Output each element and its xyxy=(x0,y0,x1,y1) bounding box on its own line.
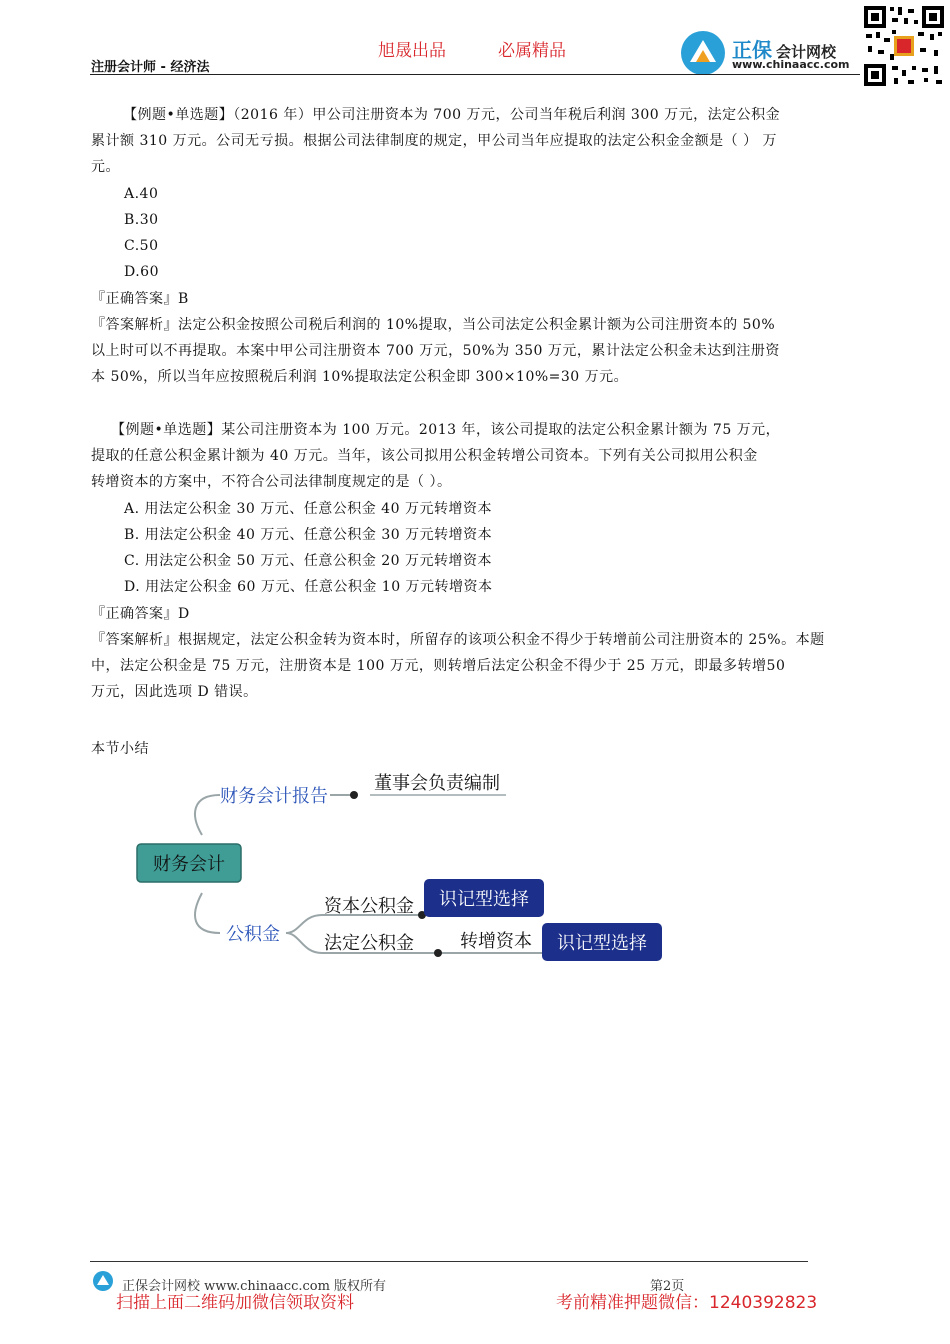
q2-option-d: D. 用法定公积金 60 万元、任意公积金 10 万元转增资本 xyxy=(124,579,493,595)
q1-answer: 『正确答案』B xyxy=(91,291,189,307)
footer-divider xyxy=(90,1261,808,1262)
branch-reserve-label: 公积金 xyxy=(226,924,280,945)
q2-stem-line3: 转增资本的方案中，不符合公司法律制度规定的是（ ）。 xyxy=(91,474,452,490)
header-divider xyxy=(90,74,860,75)
header-slogan-right: 必属精品 xyxy=(498,41,566,61)
header-slogan-left: 旭晟出品 xyxy=(378,41,446,61)
q1-analysis-line1: 『答案解析』法定公积金按照公司税后利润的 10%提取，当公司法定公积金累计额为公司注册资本的 50% xyxy=(91,317,776,333)
node-dot-report xyxy=(350,791,358,799)
qr-code-icon xyxy=(862,4,946,88)
footer-promo-left: 扫描上面二维码加微信领取资料 xyxy=(116,1293,354,1313)
q2-analysis-line1: 『答案解析』根据规定，法定公积金转为资本时，所留存的该项公积金不得少于转增前公司注册资本的 25%。本题 xyxy=(91,632,825,648)
summary-title: 本节小结 xyxy=(91,741,149,757)
q2-analysis-line2: 中，法定公积金是 75 万元，注册资本是 100 万元，则转增后法定公积金不得少于 25 万元，即最多转增50 xyxy=(91,658,786,674)
connector-capital xyxy=(286,915,422,933)
footer-page-number: 第2页 xyxy=(650,1279,685,1294)
q1-stem-line3: 元。 xyxy=(91,159,120,175)
q1-analysis-line3: 本 50%，所以当年应按照税后利润 10%提取法定公积金即 300×10%=30 万元。 xyxy=(91,369,629,385)
logo-url: www.chinaacc.com xyxy=(732,58,850,71)
q1-option-b: B.30 xyxy=(124,212,159,228)
q2-stem-line2: 提取的任意公积金累计额为 40 万元。当年，该公司拟用公积金转增公司资本。下列有关公司拟用公积金 xyxy=(91,448,758,464)
q2-analysis-line3: 万元，因此选项 D 错误。 xyxy=(91,684,258,700)
conversion-tag-label: 识记型选择 xyxy=(557,933,647,954)
summary-mindmap xyxy=(130,765,670,965)
q2-answer: 『正确答案』D xyxy=(91,606,190,622)
branch-report-label: 财务会计报告 xyxy=(220,786,328,807)
q2-stem-line1: 【例题•单选题】某公司注册资本为 100 万元。2013 年，该公司提取的法定公积金累计额为 75 万元， xyxy=(111,422,781,438)
q1-option-a: A.40 xyxy=(124,186,159,202)
q2-option-b: B. 用法定公积金 40 万元、任意公积金 30 万元转增资本 xyxy=(124,527,493,543)
q1-option-d: D.60 xyxy=(124,264,159,280)
statutory-reserve-label: 法定公积金 xyxy=(324,933,414,954)
q1-stem-line1: 【例题•单选题】（2016 年）甲公司注册资本为 700 万元，公司当年税后利润 300 万元，法定公积金 xyxy=(123,107,781,123)
chinaacc-logo-icon xyxy=(680,30,726,76)
q1-stem-line2: 累计额 310 万元。公司无亏损。根据公司法律制度的规定，甲公司当年应提取的法定公积金金额是（ ） 万 xyxy=(91,133,778,149)
q1-option-c: C.50 xyxy=(124,238,159,254)
conversion-label: 转增资本 xyxy=(460,931,532,952)
capital-reserve-tag-label: 识记型选择 xyxy=(439,889,529,910)
header-subject: 注册会计师 - 经济法 xyxy=(91,60,210,75)
q1-analysis-line2: 以上时可以不再提取。本案中甲公司注册资本 700 万元，50%为 350 万元，累计法定公积金未达到注册资 xyxy=(91,343,780,359)
root-label: 财务会计 xyxy=(153,854,225,875)
report-leaf-label: 董事会负责编制 xyxy=(374,773,500,794)
footer-copyright: 正保会计网校 www.chinaacc.com 版权所有 xyxy=(122,1279,387,1294)
node-dot-statutory xyxy=(434,949,442,957)
logo-name: 正保 会计网校 xyxy=(732,38,837,62)
q2-option-a: A. 用法定公积金 30 万元、任意公积金 40 万元转增资本 xyxy=(124,501,492,517)
capital-reserve-label: 资本公积金 xyxy=(324,896,414,917)
footer-promo-right: 考前精准押题微信：1240392823 xyxy=(556,1293,818,1313)
footer-logo-icon xyxy=(92,1270,114,1292)
connector-root-reserve xyxy=(195,893,220,933)
q2-option-c: C. 用法定公积金 50 万元、任意公积金 20 万元转增资本 xyxy=(124,553,493,569)
connector-root-report xyxy=(195,795,220,835)
